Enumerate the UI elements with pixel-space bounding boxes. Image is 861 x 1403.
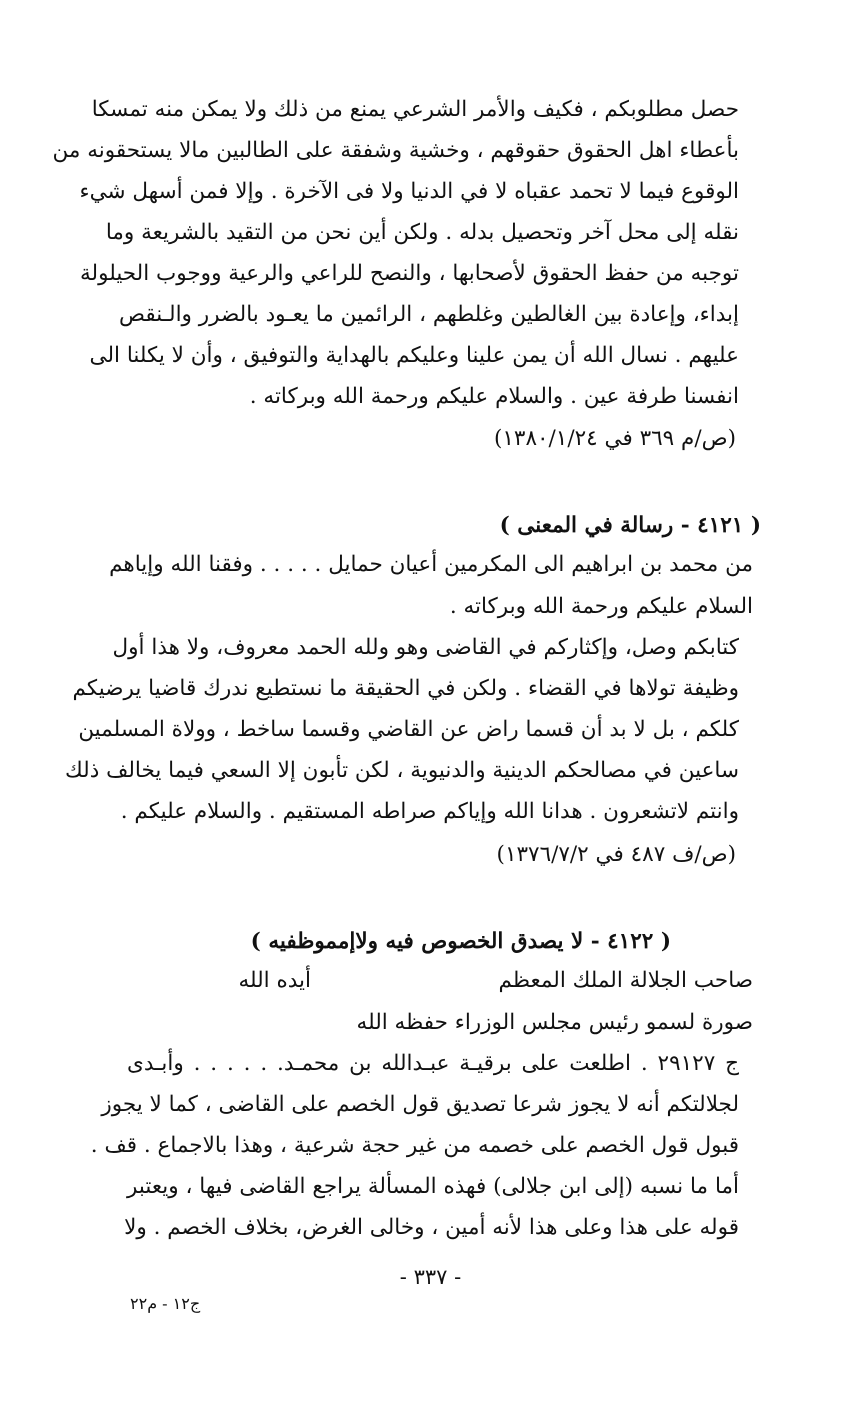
reference-citation: (ص/ف ٤٨٧ في ١٣٧٦/٧/٢) bbox=[496, 842, 736, 867]
reference-citation: (ص/م ٣٦٩ في ١٣٨٠/١/٢٤) bbox=[493, 426, 736, 451]
page-number: - ٣٣٧ - bbox=[399, 1265, 462, 1289]
text-line: وانتم لاتشعرون . هدانا الله وإياكم صراطه المستقيم . والسلام عليكم . bbox=[120, 799, 739, 824]
text-line: كتابكم وصل، وإكثاركم في القاضى وهو ولله الحمد معروف، ولا هذا أول bbox=[112, 635, 739, 660]
greeting-line: السلام عليكم ورحمة الله وبركاته . bbox=[449, 594, 753, 619]
section-title: ( ٤١٢٢ - لا يصدق الخصوص فيه ولاإمموظفيه ) bbox=[250, 929, 671, 954]
section-title: ( ٤١٢١ - رسالة في المعنى ) bbox=[499, 513, 761, 538]
text-line: كلكم ، بل لا بد أن قسما راض عن القاضي وقسما ساخط ، وولاة المسلمين bbox=[78, 717, 739, 742]
text-line: أما ما نسبه (إلى ابن جلالى) فهذه المسألة يراجع القاضى فيها ، ويعتبر bbox=[127, 1174, 739, 1199]
blessing: أيده الله bbox=[238, 968, 311, 993]
text-line: قبول قول الخصم على خصمه من غير حجة شرعية ، وهذا بالاجماع . قف . bbox=[90, 1133, 739, 1158]
addressee: صاحب الجلالة الملك المعظم bbox=[498, 968, 753, 993]
text-line: ج ٢٩١٢٧ . اطلعت على برقيـة عبـدالله بن محمـد. . . . . . وأبـدى bbox=[127, 1051, 739, 1076]
copy-to-line: صورة لسمو رئيس مجلس الوزراء حفظه الله bbox=[356, 1010, 753, 1035]
text-line: ساعين في مصالحكم الدينية والدنيوية ، لكن تأبون إلا السعي فيما يخالف ذلك bbox=[65, 758, 739, 783]
volume-marker: ج١٢ - م٢٢ bbox=[130, 1294, 201, 1313]
text-line: توجبه من حفظ الحقوق لأصحابها ، والنصح للراعي والرعية ووجوب الحيلولة bbox=[80, 261, 739, 286]
text-line: الوقوع فيما لا تحمد عقباه لا في الدنيا ولا فى الآخرة . وإلا فمن أسهل شيء bbox=[79, 179, 739, 204]
text-line: وظيفة تولاها في القضاء . ولكن في الحقيقة ما نستطيع ندرك قاضيا يرضيكم bbox=[72, 676, 739, 701]
text-line: انفسنا طرفة عين . والسلام عليكم ورحمة الله وبركاته . bbox=[249, 384, 739, 409]
sender-line: من محمد بن ابراهيم الى المكرمين أعيان حمايل . . . . . وفقنا الله وإياهم bbox=[109, 552, 753, 577]
text-line: عليهم . نسال الله أن يمن علينا وعليكم بالهداية والتوفيق ، وأن لا يكلنا الى bbox=[89, 343, 739, 368]
text-line: بأعطاء اهل الحقوق حقوقهم ، وخشية وشفقة على الطالبين مالا يستحقونه من bbox=[52, 138, 739, 163]
text-line: إبداء، وإعادة بين الغالطين وغلطهم ، الرائمين ما يعـود بالضرر والـنقص bbox=[119, 302, 739, 327]
text-line: نقله إلى محل آخر وتحصيل بدله . ولكن أين نحن من التقيد بالشريعة وما bbox=[105, 220, 739, 245]
text-line: قوله على هذا وعلى هذا لأنه أمين ، وخالى الغرض، بخلاف الخصم . ولا bbox=[124, 1215, 739, 1240]
text-line: لجلالتكم أنه لا يجوز شرعا تصديق قول الخصم على القاضى ، كما لا يجوز bbox=[101, 1092, 739, 1117]
text-line: حصل مطلوبكم ، فكيف والأمر الشرعي يمنع من ذلك ولا يمكن منه تمسكا bbox=[91, 97, 739, 122]
